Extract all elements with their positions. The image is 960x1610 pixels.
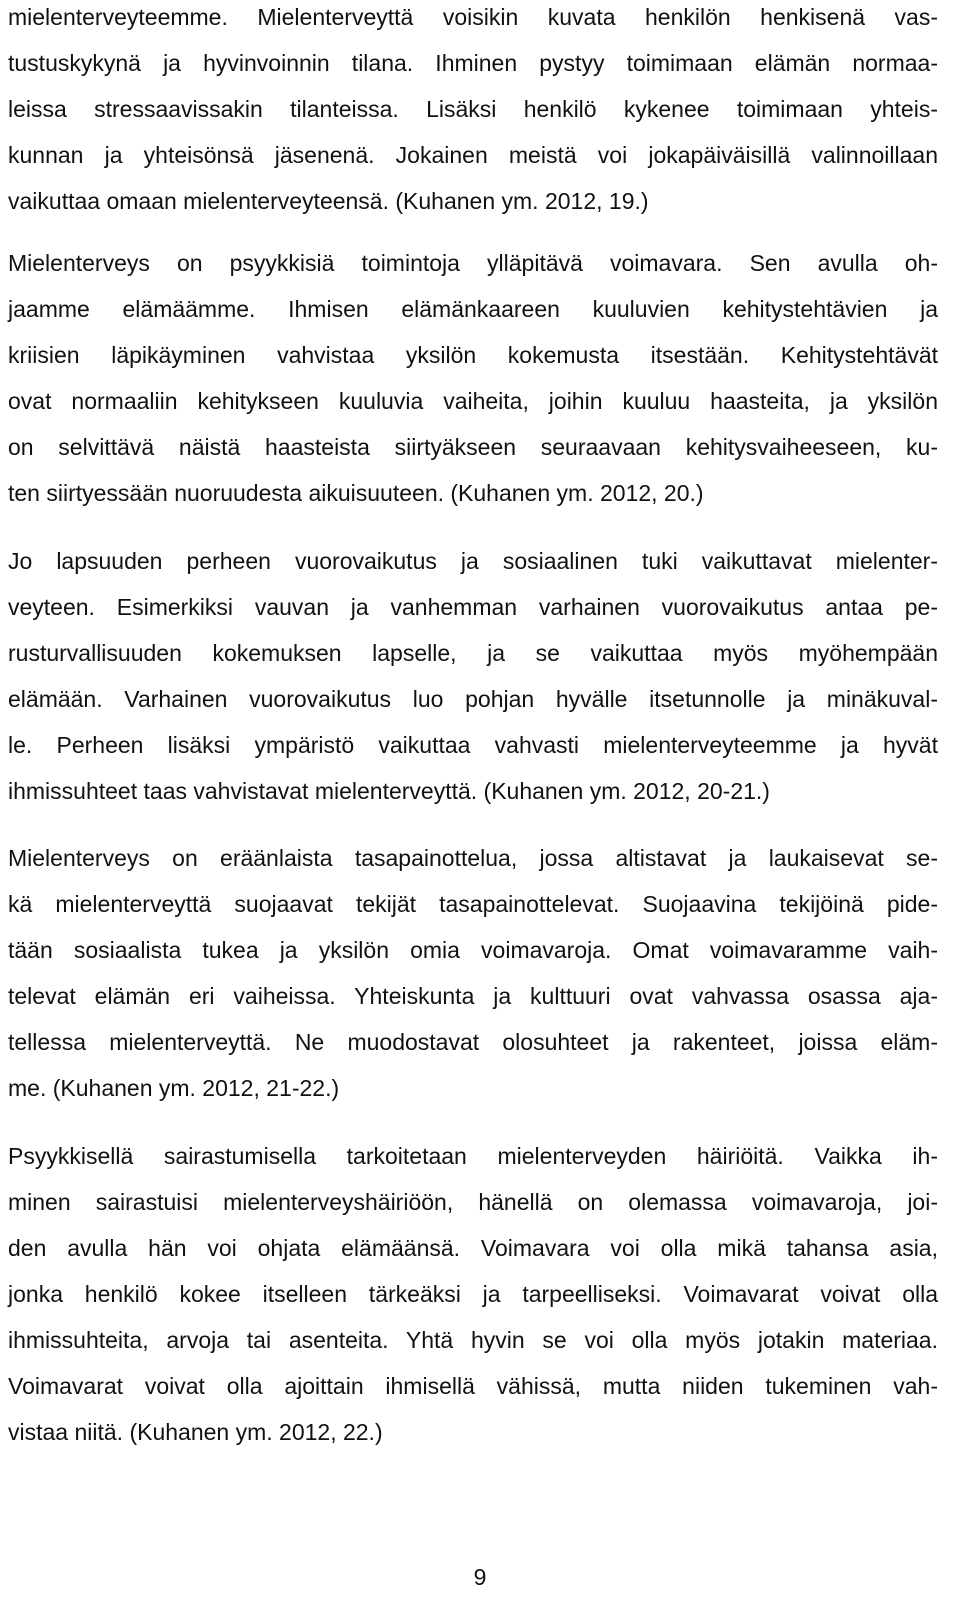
text-line: on selvittävä näistä haasteista siirtyäkseen seuraavaan kehitysvaiheeseen, ku- <box>8 434 938 460</box>
text-line: rusturvallisuuden kokemuksen lapselle, ja se vaikuttaa myös myöhempään <box>8 640 938 666</box>
text-line: ihmissuhteita, arvoja tai asenteita. Yhtä hyvin se voi olla myös jotakin materiaa. <box>8 1327 938 1353</box>
text-line: Psyykkisellä sairastumisella tarkoitetaan mielenterveyden häiriöitä. Vaikka ih- <box>8 1143 938 1169</box>
text-line: leissa stressaavissakin tilanteissa. Lisäksi henkilö kykenee toimimaan yhteis- <box>8 96 938 122</box>
text-line: Mielenterveys on psyykkisiä toimintoja ylläpitävä voimavara. Sen avulla oh- <box>8 250 938 276</box>
text-line: ihmissuhteet taas vahvistavat mielenterveyttä. (Kuhanen ym. 2012, 20-21.) <box>8 778 770 804</box>
page-number: 9 <box>473 1564 487 1590</box>
paragraph-1 <box>8 0 938 224</box>
text-line: ten siirtyessään nuoruudesta aikuisuuteen. (Kuhanen ym. 2012, 20.) <box>8 480 704 506</box>
text-line: me. (Kuhanen ym. 2012, 21-22.) <box>8 1075 340 1101</box>
text-line: tellessa mielenterveyttä. Ne muodostavat olosuhteet ja rakenteet, joissa eläm- <box>8 1029 938 1055</box>
text-line: elämään. Varhainen vuorovaikutus luo pohjan hyvälle itsetunnolle ja minäkuval- <box>8 686 938 712</box>
text-line: den avulla hän voi ohjata elämäänsä. Voimavara voi olla mikä tahansa asia, <box>8 1235 938 1261</box>
text-line: Jo lapsuuden perheen vuorovaikutus ja sosiaalinen tuki vaikuttavat mielenter- <box>8 548 938 574</box>
paragraph-3 <box>8 538 938 814</box>
text-line: ovat normaaliin kehitykseen kuuluvia vaiheita, joihin kuuluu haasteita, ja yksilön <box>8 388 938 414</box>
text-line: vaikuttaa omaan mielenterveyteensä. (Kuhanen ym. 2012, 19.) <box>8 188 649 214</box>
text-line: jaamme elämäämme. Ihmisen elämänkaareen kuuluvien kehitystehtävien ja <box>8 296 938 322</box>
text-line: jonka henkilö kokee itselleen tärkeäksi ja tarpeelliseksi. Voimavarat voivat olla <box>8 1281 938 1307</box>
text-line: tustuskykynä ja hyvinvoinnin tilana. Ihminen pystyy toimimaan elämän normaa- <box>8 50 938 76</box>
text-line: le. Perheen lisäksi ympäristö vaikuttaa vahvasti mielenterveyteemme ja hyvät <box>8 732 938 758</box>
text-line: veyteen. Esimerkiksi vauvan ja vanhemman varhainen vuorovaikutus antaa pe- <box>8 594 938 620</box>
text-line: vistaa niitä. (Kuhanen ym. 2012, 22.) <box>8 1419 383 1445</box>
paragraph-2 <box>8 240 938 516</box>
paragraph-4 <box>8 835 938 1111</box>
text-line: kunnan ja yhteisönsä jäsenenä. Jokainen meistä voi jokapäiväisillä valinnoillaan <box>8 142 938 168</box>
text-line: Mielenterveys on eräänlaista tasapainottelua, jossa altistavat ja laukaisevat se- <box>8 845 938 871</box>
text-line: kriisien läpikäyminen vahvistaa yksilön kokemusta itsestään. Kehitystehtävät <box>8 342 938 368</box>
text-line: Voimavarat voivat olla ajoittain ihmisellä vähissä, mutta niiden tukeminen vah- <box>8 1373 938 1399</box>
text-line: mielenterveyteemme. Mielenterveyttä voisikin kuvata henkilön henkisenä vas- <box>8 4 938 30</box>
paragraph-5 <box>8 1133 938 1455</box>
text-line: televat elämän eri vaiheissa. Yhteiskunta ja kulttuuri ovat vahvassa osassa aja- <box>8 983 938 1009</box>
text-line: minen sairastuisi mielenterveyshäiriöön, hänellä on olemassa voimavaroja, joi- <box>8 1189 938 1215</box>
text-line: tään sosiaalista tukea ja yksilön omia voimavaroja. Omat voimavaramme vaih- <box>8 937 938 963</box>
text-line: kä mielenterveyttä suojaavat tekijät tasapainottelevat. Suojaavina tekijöinä pide- <box>8 891 938 917</box>
